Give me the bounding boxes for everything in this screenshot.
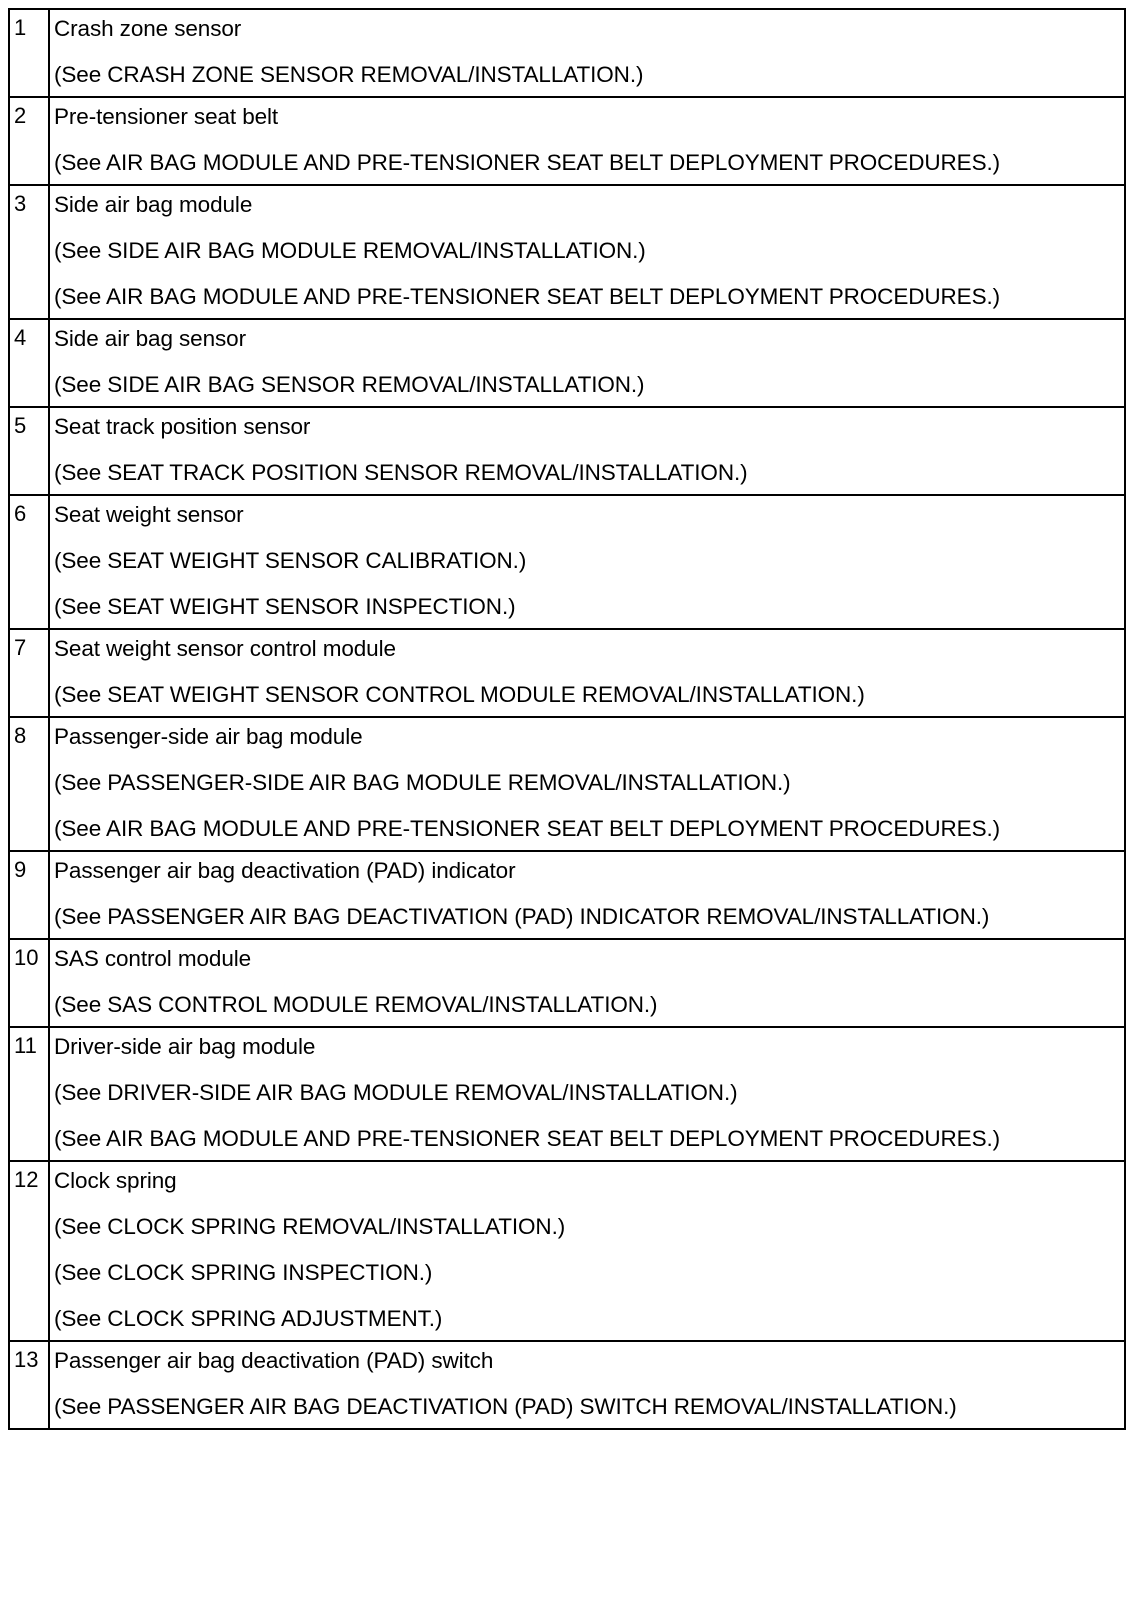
item-number: 10: [9, 939, 49, 1027]
component-table: [8, 8, 1126, 1430]
procedure-reference-link[interactable]: (See PASSENGER-SIDE AIR BAG MODULE REMOVAL/INSTALLATION.): [54, 770, 791, 795]
procedure-reference-link[interactable]: (See SEAT WEIGHT SENSOR INSPECTION.): [54, 594, 516, 619]
procedure-reference-link[interactable]: (See SEAT WEIGHT SENSOR CONTROL MODULE REMOVAL/INSTALLATION.): [54, 682, 865, 707]
procedure-reference-link[interactable]: (See PASSENGER AIR BAG DEACTIVATION (PAD) INDICATOR REMOVAL/INSTALLATION.): [54, 904, 990, 929]
item-number: 4: [9, 319, 49, 407]
table-row: [9, 319, 1125, 407]
component-name: Crash zone sensor: [54, 16, 242, 41]
procedure-reference-link[interactable]: (See AIR BAG MODULE AND PRE-TENSIONER SEAT BELT DEPLOYMENT PROCEDURES.): [54, 1126, 1001, 1151]
procedure-reference-link[interactable]: (See PASSENGER AIR BAG DEACTIVATION (PAD) SWITCH REMOVAL/INSTALLATION.): [54, 1394, 957, 1419]
procedure-reference-link[interactable]: (See SEAT WEIGHT SENSOR CALIBRATION.): [54, 548, 527, 573]
item-details: [49, 1341, 1125, 1429]
item-number: 1: [9, 9, 49, 97]
item-number: 3: [9, 185, 49, 319]
item-details: [49, 407, 1125, 495]
item-details: [49, 185, 1125, 319]
item-number: 7: [9, 629, 49, 717]
table-row: [9, 939, 1125, 1027]
procedure-reference-link[interactable]: (See DRIVER-SIDE AIR BAG MODULE REMOVAL/INSTALLATION.): [54, 1080, 738, 1105]
component-name: Seat weight sensor: [54, 502, 244, 527]
item-number: 2: [9, 97, 49, 185]
component-table-container: [8, 8, 1126, 1430]
table-row: [9, 9, 1125, 97]
item-details: [49, 97, 1125, 185]
table-row: [9, 1027, 1125, 1161]
item-details: [49, 851, 1125, 939]
item-details: [49, 717, 1125, 851]
component-name: Pre-tensioner seat belt: [54, 104, 279, 129]
component-name: Passenger air bag deactivation (PAD) indicator: [54, 858, 516, 883]
procedure-reference-link[interactable]: (See AIR BAG MODULE AND PRE-TENSIONER SEAT BELT DEPLOYMENT PROCEDURES.): [54, 816, 1001, 841]
table-row: [9, 185, 1125, 319]
table-row: [9, 629, 1125, 717]
component-name: SAS control module: [54, 946, 252, 971]
procedure-reference-link[interactable]: (See CLOCK SPRING ADJUSTMENT.): [54, 1306, 443, 1331]
procedure-reference-link[interactable]: (See SAS CONTROL MODULE REMOVAL/INSTALLATION.): [54, 992, 658, 1017]
component-name: Side air bag sensor: [54, 326, 246, 351]
component-name: Clock spring: [54, 1168, 177, 1193]
component-name: Seat track position sensor: [54, 414, 311, 439]
item-details: [49, 1161, 1125, 1341]
item-details: [49, 939, 1125, 1027]
procedure-reference-link[interactable]: (See SIDE AIR BAG MODULE REMOVAL/INSTALLATION.): [54, 238, 646, 263]
table-row: [9, 851, 1125, 939]
table-row: [9, 407, 1125, 495]
procedure-reference-link[interactable]: (See SIDE AIR BAG SENSOR REMOVAL/INSTALLATION.): [54, 372, 645, 397]
item-number: 9: [9, 851, 49, 939]
item-number: 5: [9, 407, 49, 495]
item-details: [49, 629, 1125, 717]
component-name: Side air bag module: [54, 192, 253, 217]
component-name: Seat weight sensor control module: [54, 636, 396, 661]
item-number: 12: [9, 1161, 49, 1341]
procedure-reference-link[interactable]: (See AIR BAG MODULE AND PRE-TENSIONER SEAT BELT DEPLOYMENT PROCEDURES.): [54, 150, 1001, 175]
component-rows: [9, 9, 1125, 1429]
procedure-reference-link[interactable]: (See AIR BAG MODULE AND PRE-TENSIONER SEAT BELT DEPLOYMENT PROCEDURES.): [54, 284, 1001, 309]
item-details: [49, 1027, 1125, 1161]
table-row: [9, 1341, 1125, 1429]
component-name: Passenger air bag deactivation (PAD) switch: [54, 1348, 494, 1373]
item-number: 6: [9, 495, 49, 629]
item-number: 13: [9, 1341, 49, 1429]
table-row: [9, 717, 1125, 851]
item-details: [49, 319, 1125, 407]
procedure-reference-link[interactable]: (See CLOCK SPRING INSPECTION.): [54, 1260, 433, 1285]
table-row: [9, 495, 1125, 629]
procedure-reference-link[interactable]: (See CRASH ZONE SENSOR REMOVAL/INSTALLATION.): [54, 62, 644, 87]
item-details: [49, 495, 1125, 629]
table-row: [9, 1161, 1125, 1341]
item-number: 8: [9, 717, 49, 851]
procedure-reference-link[interactable]: (See CLOCK SPRING REMOVAL/INSTALLATION.): [54, 1214, 566, 1239]
item-details: [49, 9, 1125, 97]
procedure-reference-link[interactable]: (See SEAT TRACK POSITION SENSOR REMOVAL/INSTALLATION.): [54, 460, 748, 485]
component-name: Driver-side air bag module: [54, 1034, 316, 1059]
table-row: [9, 97, 1125, 185]
item-number: 11: [9, 1027, 49, 1161]
component-name: Passenger-side air bag module: [54, 724, 363, 749]
